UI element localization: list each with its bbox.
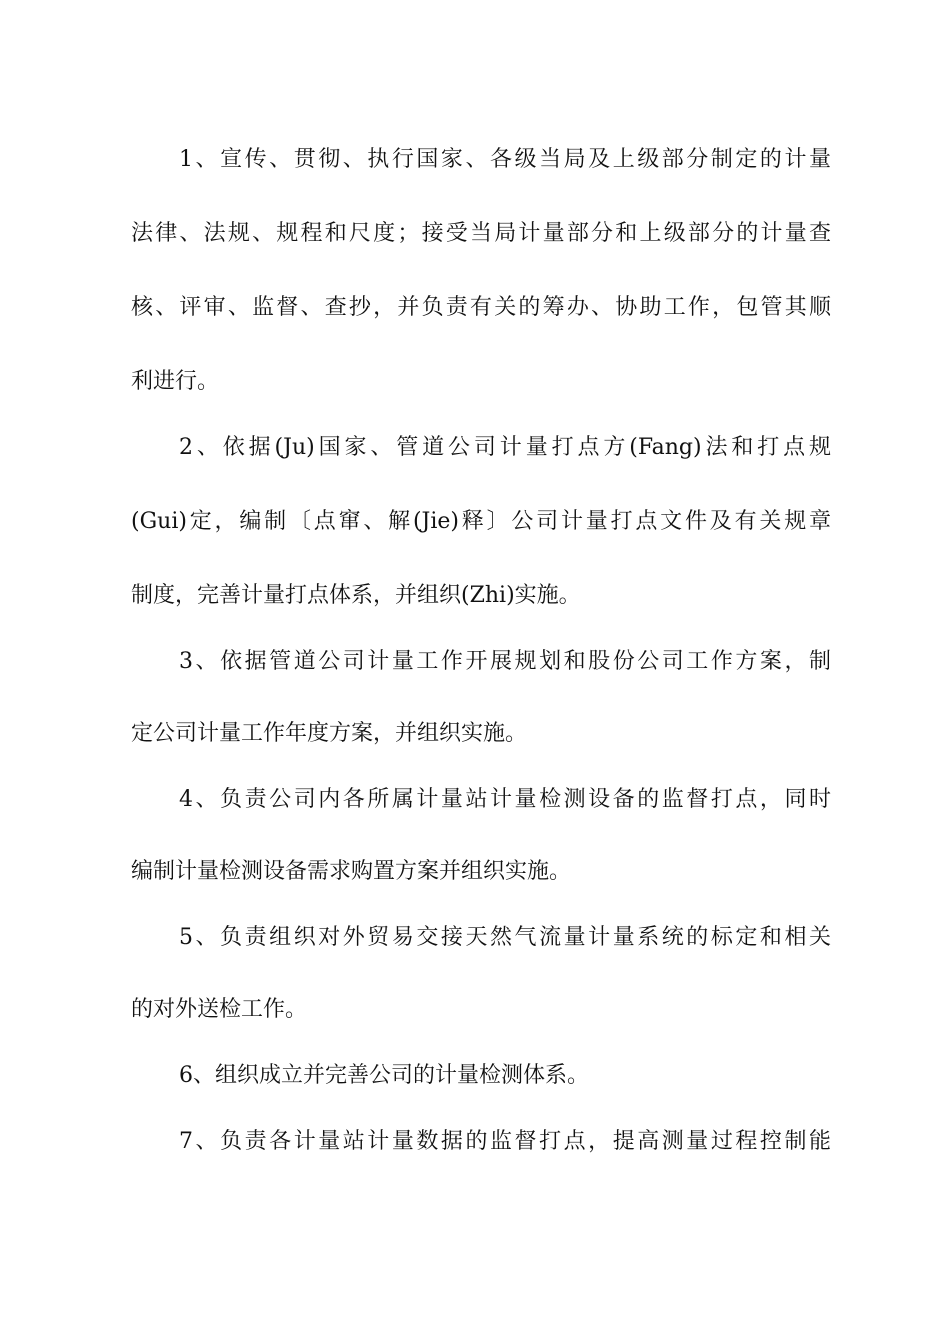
text-line-12: 5、负责组织对外贸易交接天然气流量计量系统的标定和相关 — [179, 925, 831, 950]
text-line-14: 6、组织成立并完善公司的计量检测体系。 — [179, 1063, 589, 1088]
text-line-2: 法律、法规、规程和尺度；接受当局计量部分和上级部分的计量查 — [131, 221, 831, 246]
text-line-8: 3、依据管道公司计量工作开展规划和股份公司工作方案，制 — [179, 649, 831, 674]
text-line-11: 编制计量检测设备需求购置方案并组织实施。 — [131, 859, 572, 884]
text-line-9: 定公司计量工作年度方案，并组织实施。 — [131, 721, 528, 746]
text-line-4: 利进行。 — [131, 369, 220, 394]
text-line-13: 的对外送检工作。 — [131, 997, 308, 1022]
text-line-7: 制度，完善计量打点体系，并组织(Zhi)实施。 — [131, 583, 581, 608]
text-line-3: 核、评审、监督、查抄，并负责有关的筹办、协助工作，包管其顺 — [131, 295, 831, 320]
text-line-6: (Gui)定，编制〔点窜、解(Jie)释〕公司计量打点文件及有关规章 — [131, 509, 831, 534]
text-line-5: 2、依据(Ju)国家、管道公司计量打点方(Fang)法和打点规 — [179, 435, 831, 460]
text-line-1: 1、宣传、贯彻、执行国家、各级当局及上级部分制定的计量 — [179, 147, 831, 172]
text-line-10: 4、负责公司内各所属计量站计量检测设备的监督打点，同时 — [179, 787, 831, 812]
text-line-15: 7、负责各计量站计量数据的监督打点，提高测量过程控制能 — [179, 1129, 831, 1154]
